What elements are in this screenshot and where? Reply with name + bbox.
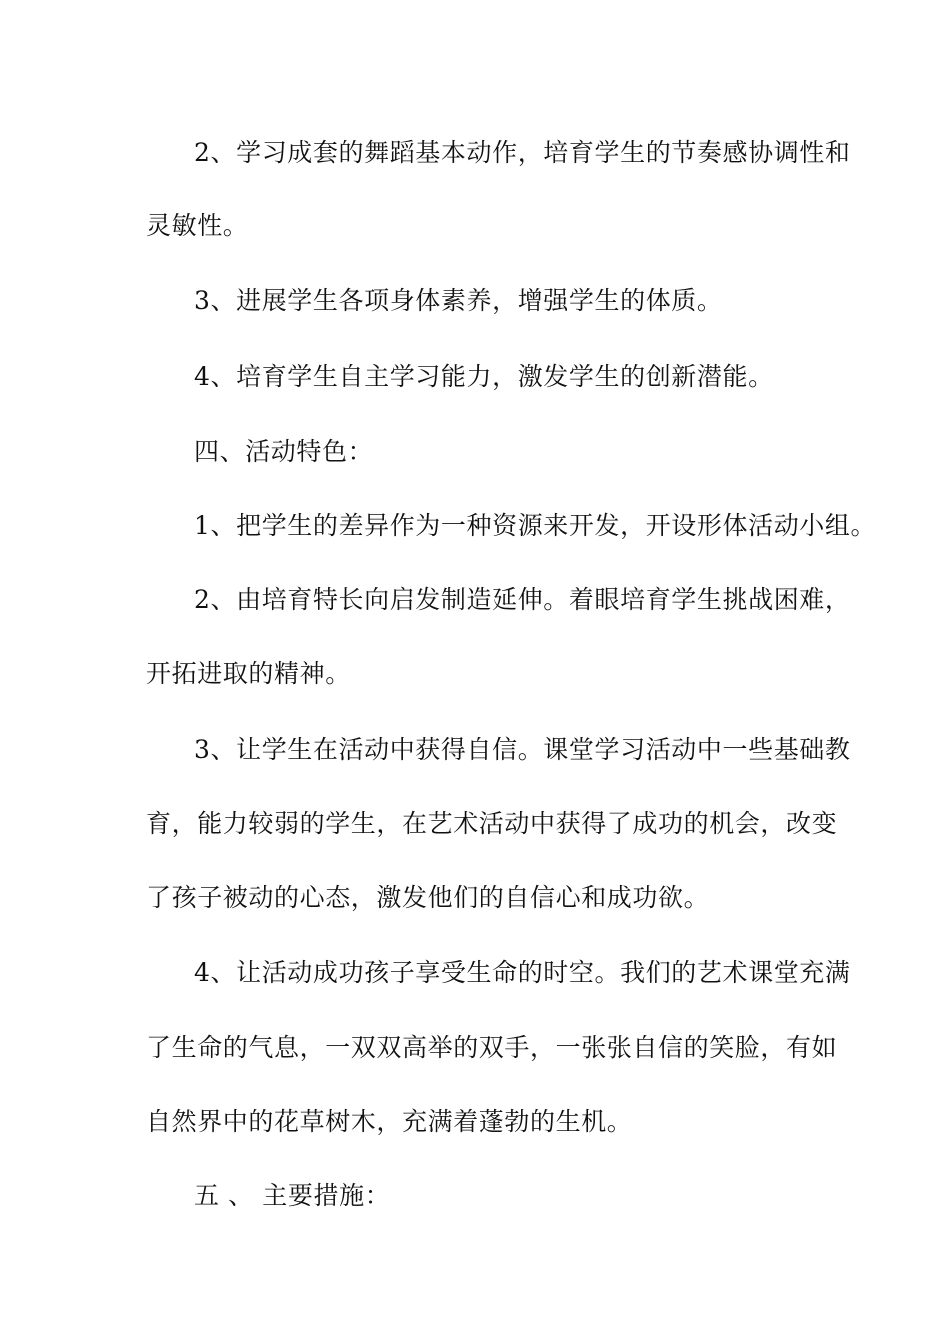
paragraph-line: 4、培育学生自主学习能力，激发学生的创新潜能。 — [194, 362, 774, 391]
section-heading: 五 、 主要措施： — [194, 1181, 391, 1210]
paragraph-line: 3、进展学生各项身体素养，增强学生的体质。 — [194, 286, 723, 315]
paragraph-line: 了孩子被动的心态，激发他们的自信心和成功欲。 — [146, 883, 710, 912]
paragraph-line: 3、让学生在活动中获得自信。课堂学习活动中一些基础教 — [194, 735, 851, 764]
section-heading: 四、活动特色： — [194, 437, 374, 466]
paragraph-line: 了生命的气息，一双双高举的双手，一张张自信的笑脸，有如 — [146, 1033, 838, 1062]
paragraph-line: 灵敏性。 — [146, 211, 249, 240]
paragraph-line: 自然界中的花草树木，充满着蓬勃的生机。 — [146, 1107, 633, 1136]
paragraph-line: 2、学习成套的舞蹈基本动作，培育学生的节奏感协调性和 — [194, 138, 851, 167]
paragraph-line: 育，能力较弱的学生，在艺术活动中获得了成功的机会，改变 — [146, 809, 838, 838]
paragraph-line: 2、由培育特长向启发制造延伸。着眼培育学生挑战困难， — [194, 585, 851, 614]
paragraph-line: 开拓进取的精神。 — [146, 659, 351, 688]
paragraph-line: 4、让活动成功孩子享受生命的时空。我们的艺术课堂充满 — [194, 958, 851, 987]
paragraph-line: 1、把学生的差异作为一种资源来开发，开设形体活动小组。 — [194, 511, 877, 540]
